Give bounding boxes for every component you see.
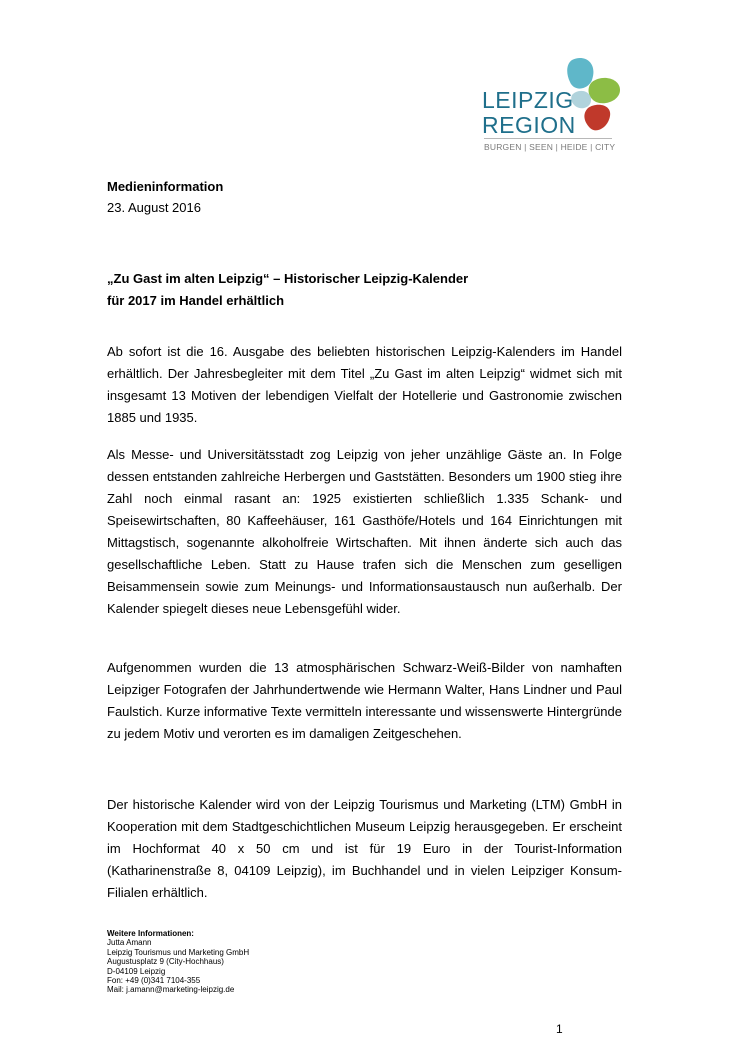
press-meta (107, 176, 223, 218)
logo-word-region: REGION (482, 112, 576, 138)
contact-label: Weitere Informationen: (107, 929, 194, 938)
logo-word-leipzig: LEIPZIG (482, 87, 574, 113)
contact-street: Augustusplatz 9 (City-Hochhaus) (107, 957, 224, 967)
paragraph-2 (107, 444, 622, 620)
paragraph-text: Aufgenommen wurden die 13 atmosphärischen Schwarz-Weiß-Bilder von namhaften Leipziger Fotografen der Jahrhundertwende wie Hermann Walter, Hans Lindner und Paul Faulstich. Kurze informative Texte vermitteln interessante und wissenswerte Hintergründe zu jedem Motiv und verorten es im damaligen Zeitgeschehen. (107, 660, 622, 741)
document-date: 23. August 2016 (107, 200, 201, 215)
document-type-label: Medieninformation (107, 179, 224, 194)
contact-city: D-04109 Leipzig (107, 966, 166, 976)
headline (107, 268, 468, 312)
contact-phone: Fon: +49 (0)341 7104-355 (107, 976, 201, 986)
contact-name: Jutta Amann (107, 938, 152, 948)
headline-line-2: für 2017 im Handel erhältlich (107, 293, 285, 308)
logo-divider (484, 138, 612, 139)
leipzig-region-logo (482, 56, 632, 156)
paragraph-1 (107, 341, 622, 429)
contact-mail: Mail: j.amann@marketing-leipzig.de (107, 985, 235, 995)
logo-tagline: BURGEN | SEEN | HEIDE | CITY (484, 142, 616, 152)
paragraph-text: Als Messe- und Universitätsstadt zog Leipzig von jeher unzählige Gäste an. In Folge dessen entstanden zahlreiche Herbergen und Gaststätten. Besonders um 1900 stieg ihre Zahl noch einmal rasant an: 1925 existierten schließlich 1.335 Schank- und Speisewirtschaften, 80 Kaffeehäuser, 161 Gasthöfe/Hotels und 164 Einrichtungen mit Mittagstisch, sogenannte alkoholfreie Wirtschaften. Mit ihnen änderte sich auch das gesellschaftliche Leben. Statt zu Hause trafen sich die Menschen zum geselligen Beisammensein sowie zum Meinungs- und Informationsaustausch nun außerhalb. Der Kalender spiegelt dieses neue Lebensgefühl wider. (107, 447, 622, 616)
headline-line-1: „Zu Gast im alten Leipzig“ – Historischer Leipzig-Kalender (107, 271, 469, 286)
contact-company: Leipzig Tourismus und Marketing GmbH (107, 947, 250, 957)
page-number: 1 (556, 1022, 563, 1036)
paragraph-4 (107, 794, 622, 904)
paragraph-text: Der historische Kalender wird von der Leipzig Tourismus und Marketing (LTM) GmbH in Kooperation mit dem Stadtgeschichtlichen Museum Leipzig herausgegeben. Er erscheint im Hochformat 40 x 50 cm und ist für 19 Euro in der Tourist-Information (Katharinenstraße 8, 04109 Leipzig), im Buchhandel und in vielen Leipziger Konsum-Filialen erhältlich. (107, 797, 622, 900)
contact-block (107, 929, 249, 995)
paragraph-3 (107, 657, 622, 745)
paragraph-text: Ab sofort ist die 16. Ausgabe des beliebten historischen Leipzig-Kalenders im Handel erhältlich. Der Jahresbegleiter mit dem Titel „Zu Gast im alten Leipzig“ widmet sich mit insgesamt 13 Motiven der lebendigen Vielfalt der Hotellerie und Gastronomie zwischen 1885 und 1935. (107, 344, 622, 425)
